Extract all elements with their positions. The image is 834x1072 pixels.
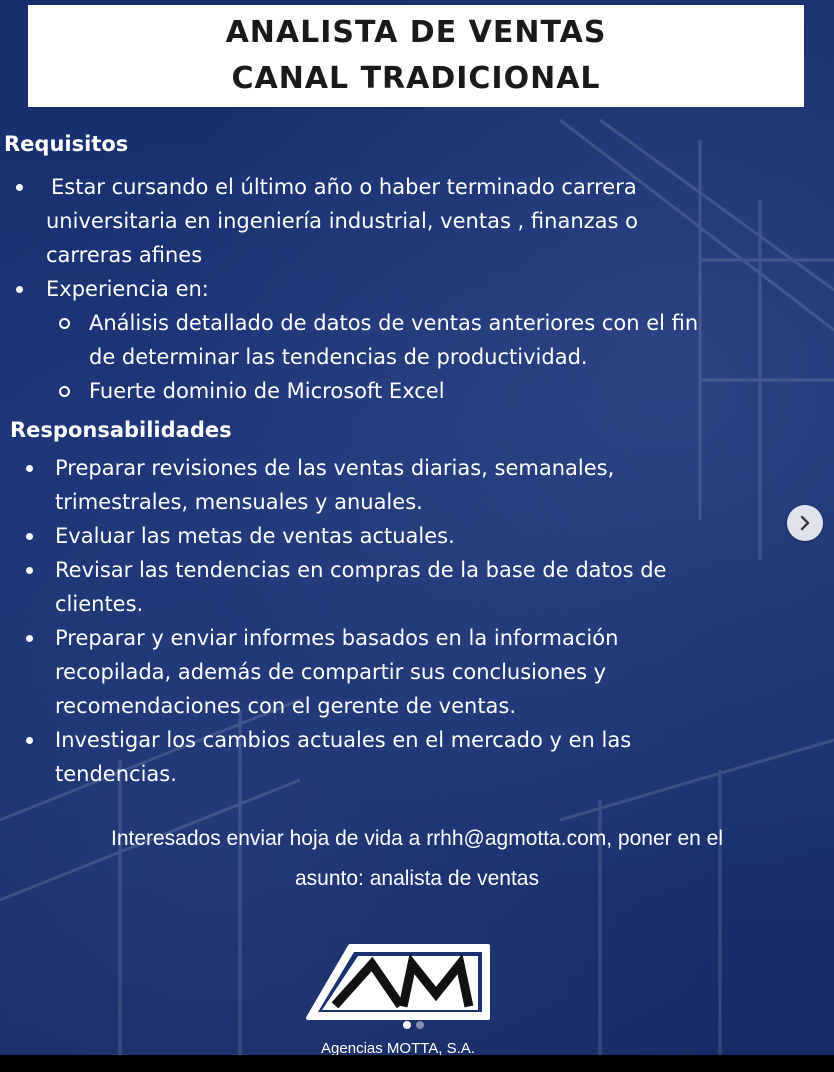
carousel-indicator (403, 1021, 424, 1029)
list-item (0, 621, 800, 655)
title-line-2: CANAL TRADICIONAL (231, 61, 601, 96)
title-box (28, 5, 804, 107)
list-item-text: Estar cursando el último año o haber terminado carrera (51, 175, 637, 199)
responsabilidades-heading: Responsabilidades (10, 418, 232, 442)
list-item-continuation (0, 238, 800, 272)
list-item (0, 272, 800, 306)
bullet-icon (26, 465, 33, 472)
sub-bullet-icon (59, 386, 70, 397)
sub-list-item (0, 374, 800, 408)
list-item-text: Experiencia en: (46, 277, 209, 301)
list-item-text: trimestrales, mensuales y anuales. (55, 490, 423, 514)
contact-line-2: asunto: analista de ventas (294, 867, 539, 890)
list-item (0, 451, 800, 485)
list-item-text: Evaluar las metas de ventas actuales. (55, 524, 455, 548)
list-item-continuation (0, 757, 800, 791)
list-item-text: Fuerte dominio de Microsoft Excel (89, 379, 445, 403)
list-item (0, 553, 800, 587)
am-logo-icon (300, 938, 496, 1026)
list-item-text: Análisis detallado de datos de ventas anteriores con el fin (89, 311, 699, 335)
list-item-text: carreras afines (46, 243, 203, 267)
bullet-icon (26, 737, 33, 744)
chevron-right-icon (797, 515, 813, 531)
bullet-icon (16, 286, 23, 293)
list-item-text: recopilada, además de compartir sus conclusiones y (55, 660, 607, 684)
carousel-dot[interactable] (416, 1021, 424, 1029)
company-name: Agencias MOTTA, S.A. (321, 1040, 475, 1055)
title-line-1: ANALISTA DE VENTAS (225, 15, 607, 50)
bottom-bar (0, 1055, 834, 1072)
list-item-text: Investigar los cambios actuales en el mercado y en las (55, 728, 632, 752)
list-item-text: Preparar y enviar informes basados en la información (55, 626, 619, 650)
list-item-text: universitaria en ingeniería industrial, ventas , finanzas o (46, 209, 638, 233)
carousel-next-button[interactable] (787, 505, 823, 541)
list-item-text: recomendaciones con el gerente de ventas. (55, 694, 517, 718)
contact-line-1: Interesados enviar hoja de vida a rrhh@agmotta.com, poner en el (110, 827, 723, 850)
list-item-text: Revisar las tendencias en compras de la base de datos de (55, 558, 667, 582)
list-item-continuation (0, 655, 800, 689)
list-item (0, 170, 800, 204)
carousel-dot-active[interactable] (403, 1021, 411, 1029)
responsabilidades-list (0, 451, 800, 791)
list-item-text: clientes. (55, 592, 144, 616)
list-item-text: tendencias. (55, 762, 177, 786)
bullet-icon (26, 635, 33, 642)
requisitos-list (0, 170, 800, 408)
bullet-icon (26, 567, 33, 574)
bullet-icon (26, 533, 33, 540)
bullet-icon (16, 184, 23, 191)
list-item-continuation (0, 204, 800, 238)
list-item (0, 723, 800, 757)
list-item-text: de determinar las tendencias de productividad. (89, 345, 588, 369)
list-item-continuation (0, 689, 800, 723)
list-item-continuation (0, 587, 800, 621)
sub-list-item (0, 306, 800, 340)
list-item-continuation (0, 485, 800, 519)
requisitos-heading: Requisitos (4, 132, 129, 156)
list-item-continuation (0, 340, 800, 374)
sub-bullet-icon (59, 318, 70, 329)
list-item (0, 519, 800, 553)
list-item-text: Preparar revisiones de las ventas diarias, semanales, (55, 456, 615, 480)
